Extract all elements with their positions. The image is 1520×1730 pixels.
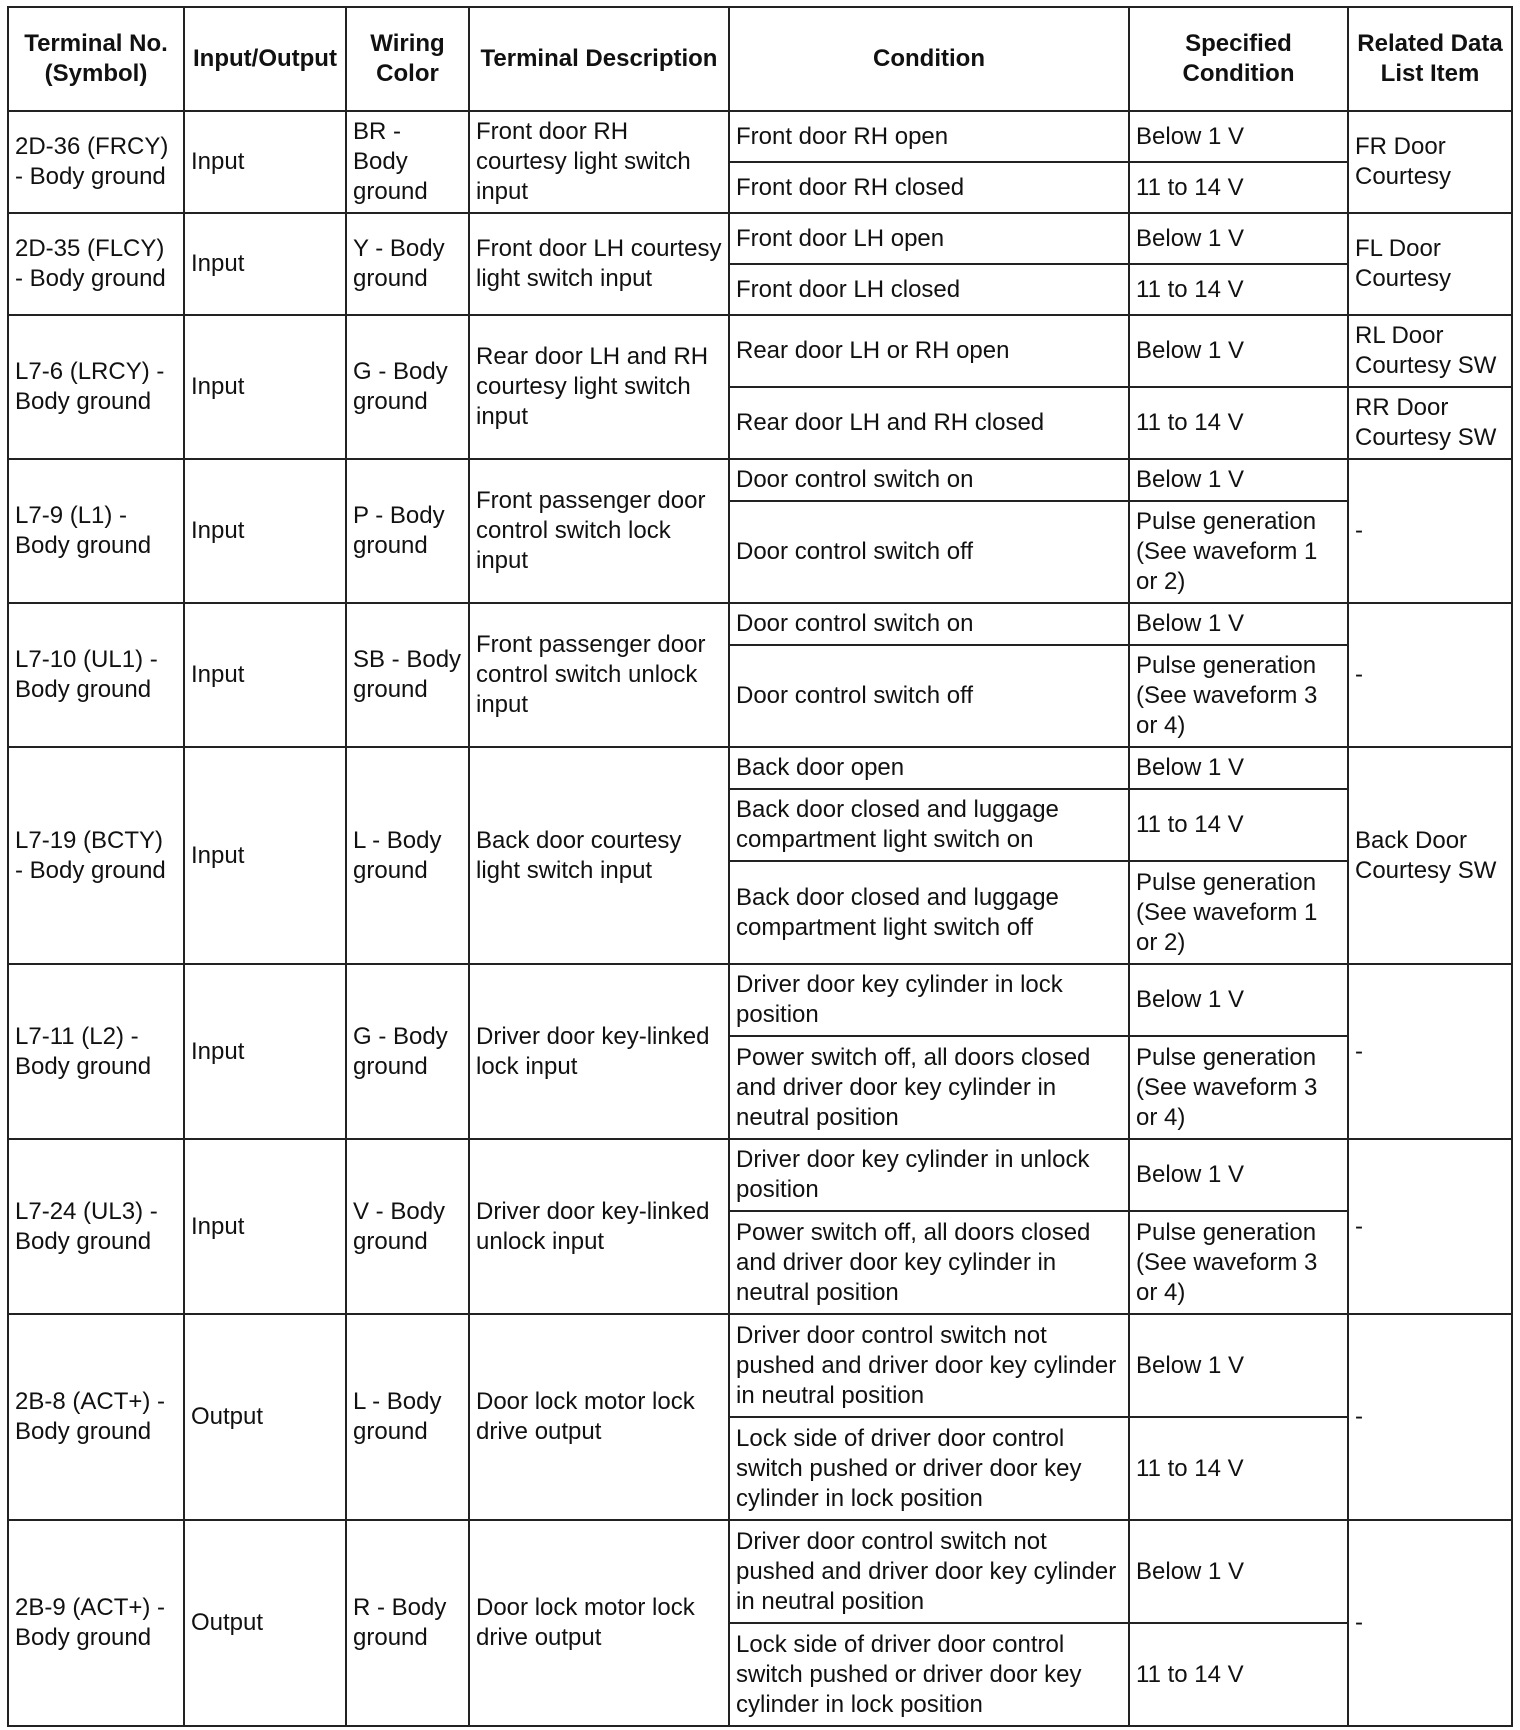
header-terminal: Terminal No. (Symbol): [8, 7, 184, 111]
description-cell: Front door LH courtesy light switch input: [469, 213, 729, 315]
io-cell: Input: [184, 459, 346, 603]
spec-cell: Below 1 V: [1129, 111, 1348, 162]
related-item-cell: RR Door Courtesy SW: [1348, 387, 1512, 459]
terminal-cell: 2D-36 (FRCY) - Body ground: [8, 111, 184, 213]
header-specified-condition: Specified Condition: [1129, 7, 1348, 111]
table-row: [8, 459, 1512, 501]
description-cell: Door lock motor lock drive output: [469, 1520, 729, 1726]
io-cell: Input: [184, 1139, 346, 1314]
condition-cell: Door control switch on: [729, 459, 1129, 501]
spec-cell: Pulse generation (See waveform 1 or 2): [1129, 861, 1348, 964]
condition-cell: Back door closed and luggage compartment light switch on: [729, 789, 1129, 861]
table-row: [8, 213, 1512, 264]
header-row: [8, 7, 1512, 111]
io-cell: Input: [184, 315, 346, 459]
spec-cell: 11 to 14 V: [1129, 1417, 1348, 1520]
table-row: [8, 747, 1512, 789]
io-cell: Input: [184, 964, 346, 1139]
table-row: [8, 1520, 1512, 1623]
spec-cell: Pulse generation (See waveform 3 or 4): [1129, 1211, 1348, 1314]
io-cell: Input: [184, 111, 346, 213]
wiring-color-cell: L - Body ground: [346, 747, 469, 964]
spec-cell: Below 1 V: [1129, 1139, 1348, 1211]
related-item-cell: -: [1348, 1314, 1512, 1520]
terminal-cell: L7-10 (UL1) - Body ground: [8, 603, 184, 747]
condition-cell: Back door open: [729, 747, 1129, 789]
related-item-cell: RL Door Courtesy SW: [1348, 315, 1512, 387]
condition-cell: Driver door key cylinder in lock position: [729, 964, 1129, 1036]
condition-cell: Door control switch off: [729, 501, 1129, 603]
terminal-spec-table: [7, 6, 1513, 1727]
terminal-cell: L7-9 (L1) - Body ground: [8, 459, 184, 603]
wiring-color-cell: SB - Body ground: [346, 603, 469, 747]
header-wiring-color: Wiring Color: [346, 7, 469, 111]
condition-cell: Front door LH closed: [729, 264, 1129, 315]
wiring-color-cell: P - Body ground: [346, 459, 469, 603]
table-row: [8, 964, 1512, 1036]
description-cell: Front passenger door control switch lock input: [469, 459, 729, 603]
wiring-color-cell: Y - Body ground: [346, 213, 469, 315]
condition-cell: Power switch off, all doors closed and driver door key cylinder in neutral position: [729, 1036, 1129, 1139]
wiring-color-cell: BR - Body ground: [346, 111, 469, 213]
related-item-cell: FL Door Courtesy: [1348, 213, 1512, 315]
spec-cell: Below 1 V: [1129, 459, 1348, 501]
io-cell: Output: [184, 1520, 346, 1726]
spec-cell: Below 1 V: [1129, 213, 1348, 264]
spec-cell: Below 1 V: [1129, 1520, 1348, 1623]
condition-cell: Door control switch on: [729, 603, 1129, 645]
wiring-color-cell: V - Body ground: [346, 1139, 469, 1314]
spec-cell: Below 1 V: [1129, 603, 1348, 645]
terminal-cell: 2D-35 (FLCY) - Body ground: [8, 213, 184, 315]
spec-cell: Below 1 V: [1129, 964, 1348, 1036]
terminal-cell: 2B-9 (ACT+) - Body ground: [8, 1520, 184, 1726]
wiring-color-cell: L - Body ground: [346, 1314, 469, 1520]
spec-cell: Pulse generation (See waveform 3 or 4): [1129, 645, 1348, 747]
description-cell: Driver door key-linked unlock input: [469, 1139, 729, 1314]
condition-cell: Rear door LH or RH open: [729, 315, 1129, 387]
related-item-cell: -: [1348, 964, 1512, 1139]
related-item-cell: Back Door Courtesy SW: [1348, 747, 1512, 964]
condition-cell: Rear door LH and RH closed: [729, 387, 1129, 459]
related-item-cell: FR Door Courtesy: [1348, 111, 1512, 213]
condition-cell: Power switch off, all doors closed and driver door key cylinder in neutral position: [729, 1211, 1129, 1314]
io-cell: Input: [184, 747, 346, 964]
spec-cell: 11 to 14 V: [1129, 387, 1348, 459]
spec-cell: Below 1 V: [1129, 747, 1348, 789]
condition-cell: Driver door control switch not pushed and driver door key cylinder in neutral position: [729, 1314, 1129, 1417]
related-item-cell: -: [1348, 1139, 1512, 1314]
spec-cell: Below 1 V: [1129, 1314, 1348, 1417]
wiring-color-cell: R - Body ground: [346, 1520, 469, 1726]
condition-cell: Driver door control switch not pushed and driver door key cylinder in neutral position: [729, 1520, 1129, 1623]
description-cell: Back door courtesy light switch input: [469, 747, 729, 964]
condition-cell: Front door RH open: [729, 111, 1129, 162]
condition-cell: Driver door key cylinder in unlock position: [729, 1139, 1129, 1211]
related-item-cell: -: [1348, 1520, 1512, 1726]
table-row: [8, 603, 1512, 645]
condition-cell: Front door RH closed: [729, 162, 1129, 213]
wiring-color-cell: G - Body ground: [346, 315, 469, 459]
spec-cell: Pulse generation (See waveform 3 or 4): [1129, 1036, 1348, 1139]
description-cell: Front door RH courtesy light switch input: [469, 111, 729, 213]
table-row: [8, 1139, 1512, 1211]
spec-table-wrapper: [7, 6, 1513, 1727]
header-related-item: Related Data List Item: [1348, 7, 1512, 111]
wiring-color-cell: G - Body ground: [346, 964, 469, 1139]
spec-cell: Below 1 V: [1129, 315, 1348, 387]
description-cell: Front passenger door control switch unlock input: [469, 603, 729, 747]
related-item-cell: -: [1348, 603, 1512, 747]
terminal-cell: 2B-8 (ACT+) - Body ground: [8, 1314, 184, 1520]
condition-cell: Front door LH open: [729, 213, 1129, 264]
header-terminal-description: Terminal Description: [469, 7, 729, 111]
description-cell: Door lock motor lock drive output: [469, 1314, 729, 1520]
terminal-cell: L7-24 (UL3) - Body ground: [8, 1139, 184, 1314]
description-cell: Rear door LH and RH courtesy light switch input: [469, 315, 729, 459]
spec-cell: 11 to 14 V: [1129, 264, 1348, 315]
io-cell: Input: [184, 213, 346, 315]
terminal-cell: L7-6 (LRCY) - Body ground: [8, 315, 184, 459]
condition-cell: Lock side of driver door control switch pushed or driver door key cylinder in lock position: [729, 1623, 1129, 1726]
header-io: Input/Output: [184, 7, 346, 111]
terminal-cell: L7-19 (BCTY) - Body ground: [8, 747, 184, 964]
spec-cell: 11 to 14 V: [1129, 162, 1348, 213]
condition-cell: Back door closed and luggage compartment light switch off: [729, 861, 1129, 964]
table-row: [8, 315, 1512, 387]
terminal-cell: L7-11 (L2) - Body ground: [8, 964, 184, 1139]
io-cell: Output: [184, 1314, 346, 1520]
description-cell: Driver door key-linked lock input: [469, 964, 729, 1139]
spec-cell: Pulse generation (See waveform 1 or 2): [1129, 501, 1348, 603]
table-row: [8, 111, 1512, 162]
spec-cell: 11 to 14 V: [1129, 789, 1348, 861]
io-cell: Input: [184, 603, 346, 747]
spec-cell: 11 to 14 V: [1129, 1623, 1348, 1726]
condition-cell: Door control switch off: [729, 645, 1129, 747]
header-condition: Condition: [729, 7, 1129, 111]
related-item-cell: -: [1348, 459, 1512, 603]
table-row: [8, 1314, 1512, 1417]
condition-cell: Lock side of driver door control switch pushed or driver door key cylinder in lock position: [729, 1417, 1129, 1520]
